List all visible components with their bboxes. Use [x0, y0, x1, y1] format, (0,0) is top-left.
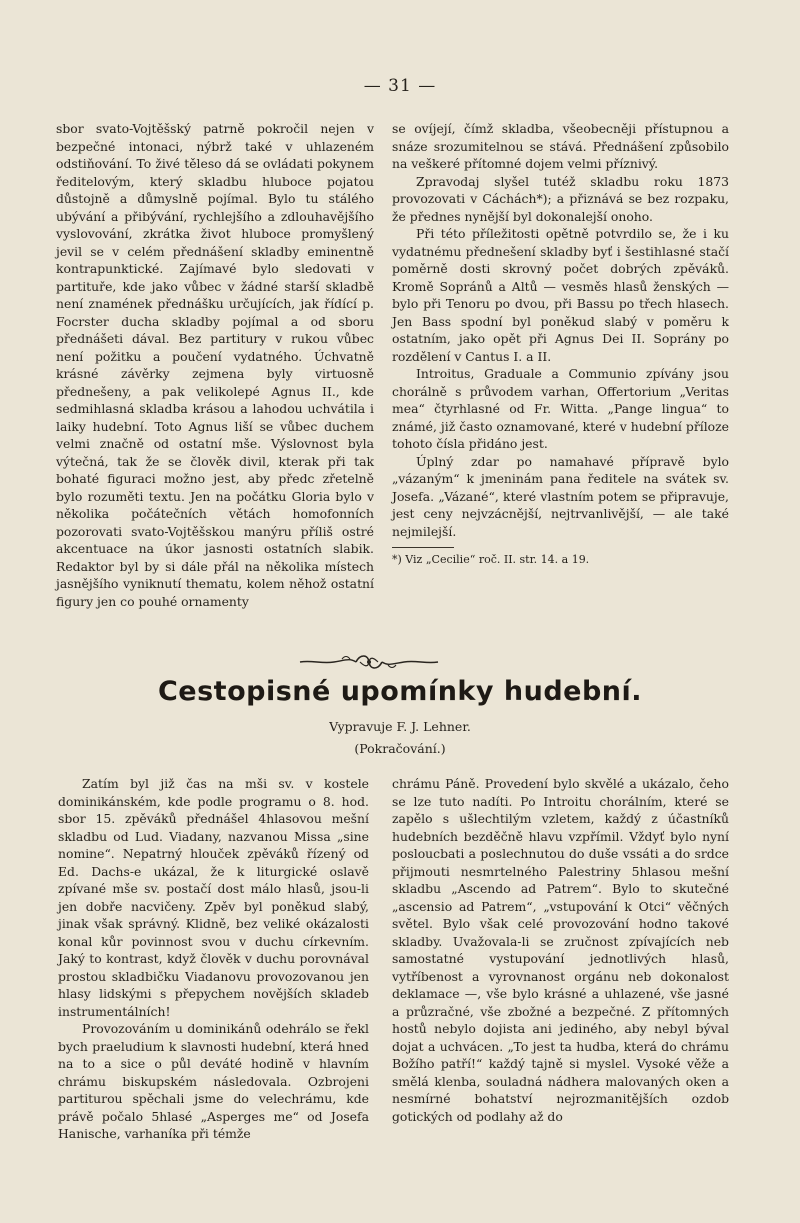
column-top-right-body: [392, 120, 729, 540]
page-number: — 31 —: [363, 76, 437, 96]
column-top-right: [392, 120, 729, 567]
paragraph: Provozováním u dominikánů odehrálo se řekl bych praeludium k slavnosti hudební, která hned na to a sice o půl deváté hodině v hlavním chrámu biskupském následovala. Ozbrojeni partiturou spěchali jsme do velechrámu, kde právě počalo 5hlasé „Asperges me“ od Josefa Hanische, varhaníka při témže: [58, 1021, 369, 1141]
paragraph: Úplný zdar po namahavé přípravě bylo „vázaným“ k jmeninám pana ředitele na svátek sv. Josefa. „Vázané“, které vlastním potem se připravuje, jest ceny nejvzácnější, nejtrvanlivější, — ale také nejmilejší.: [392, 453, 729, 539]
paragraph: sbor svato-Vojtěšský patrně pokročil nejen v bezpečné intonaci, nýbrž také v uhlazeném odstiňování. To živé těleso dá se ovládati pokynem ředitelovým, který skladbu hluboce pojatou důstojně a důmyslně pojímal. Bylo tu stálého ubývání a přibývání, rychlejšího a zdlouhavějšího vyslovování, zkrátka život hluboce promyšlený jevil se v celém přednášení skladby eminentně kontrapunktické. Zajímavé bylo sledovati v partituře, kde jako vůbec v žádné starší skladbě není znamének přednášku určujících, jak řídící p. Focrster ducha skladby pojímal a od sboru přednášeti dával. Bez partitury v rukou vůbec není požitku a poučení vydatného. Úchvatně krásné závěrky zejmena byly virtuosně přednešeny, a pak velikolepé Agnus II., kde sedmihlasná skladba krásou a lahodou uchvátila i laiky hudební. Toto Agnus liší se vůbec duchem velmi značně od ostatní mše. Výslovnost byla výtečná, tak že se člověk divil, kterak při tak bohaté figuraci možno jest, aby předc zřetelně bylo rozuměti textu. Jen na počátku Gloria bylo v několika počátečních větách homofonních pozorovati svato-Vojtěšskou manýru příliš ostré akcentuace na úkor jasnosti ostatních slabik. Redaktor byl by si dále přál na několika místech jasnějšího vyniknutí thematu, kolem něhož ostatní figury jen co pouhé ornamenty: [56, 121, 374, 609]
column-bottom-right: [392, 775, 729, 1125]
footnote: *) Viz „Cecilie“ roč. II. str. 14. a 19.: [392, 553, 590, 566]
paragraph: Introitus, Graduale a Communio zpívány jsou chorálně s průvodem varhan, Offertorium „Veritas mea“ čtyrhlasné od Fr. Witta. „Pange lingua“ to známé, již často oznamované, které v hudební příloze tohoto čísla přidáno jest.: [392, 366, 729, 451]
continued-note: (Pokračování.): [354, 741, 446, 756]
column-bottom-left: [58, 775, 369, 1143]
article-title: Cestopisné upomínky hudební.: [157, 676, 643, 707]
paragraph: Zatím byl již čas na mši sv. v kostele dominikánském, kde podle programu o 8. hod. sbor 15. zpěváků přednášel 4hlasovou mešní skladbu od Lud. Viadany, nazvanou Missa „sine nomine“. Nepatrný hlouček zpěváků řízený od Ed. Dachs-e ukázal, že k liturgické oslavě zpívané mše sv. postačí dost málo hlasů, jsou-li jen dobře nacvičeny. Zpěv byl poněkud slabý, jinak však správný. Klidně, bez veliké okázalosti konal kůr povinnost svou v duchu církevním. Jaký to kontrast, když člověk v duchu porovnával prostou skladbičku Viadanovu provozovanou jen hlasy lidskými s přepychem novějších skladeb instrumentálních!: [58, 776, 369, 1019]
column-top-left: [56, 120, 374, 610]
paragraph: Při této příležitosti opětně potvrdilo se, že i ku vydatnému přednešení skladby byť i šestihlasné stačí poměrně dosti skrovný počet dobrých zpěváků. Kromě Sopránů a Altů — vesměs hlasů ženských — bylo při Tenoru po dvou, při Bassu po třech hlasech. Jen Bass spodní byl poněkud slabý v poměru k ostatním, jako opět při Agnus Dei II. Soprány po rozdělení v Cantus I. a II.: [392, 226, 729, 364]
paragraph: se ovíjejí, čímž skladba, všeobecněji přístupnou a snáze srozumitelnou se stává. Přednášení způsobilo na veškeré přítomné dojem velmi příznivý.: [392, 121, 729, 171]
paragraph: Zpravodaj slyšel tutéž skladbu roku 1873 provozovati v Cáchách*); a přiznává se bez rozpaku, že přednes nynější byl dokonalejší onoho.: [392, 173, 729, 224]
ornamental-divider: [298, 650, 440, 674]
paragraph: chrámu Páně. Provedení bylo skvělé a ukázalo, čeho se lze tuto nadíti. Po Introitu chorálním, které se zapělo s ušlechtilým vzletem, každý z účastníků hudebních bezděčně hlavu vzpřímil. Vždyť bylo nyní posloucbati a poslechnutou do duše vssáti a do srdce přijmouti nesmrtelného Palestriny 5hlasou mešní skladbu „Ascendo ad Patrem“. Bylo to skutečné „ascensio ad Patrem“, „vstupování k Otci“ věčných světel. Bylo však celé provozování hodno takové skladby. Uvažovala-li se zručnost zpívajících neb samostatné vystupování jednotlivých hlasů, vytříbenost a vyrovnanost orgánu neb dokonalost deklamace —, vše bylo krásné a uhlazené, vše jasné a průzračné, vše zbožné a bezpečné. Z přítomných hostů nebylo dojista ani jediného, aby nebyl býval dojat a uchvácen. „To jest ta hudba, která do chrámu Božího patří!“ každý tajně si myslel. Vysoké věže a smělá klenba, souladná nádhera malovaných oken a nesmírné bohatství nejrozmanitějších ozdob gotických od podlahy až do: [392, 776, 729, 1124]
footnote-rule: [392, 547, 454, 548]
article-byline: Vypravuje F. J. Lehner.: [329, 719, 471, 734]
